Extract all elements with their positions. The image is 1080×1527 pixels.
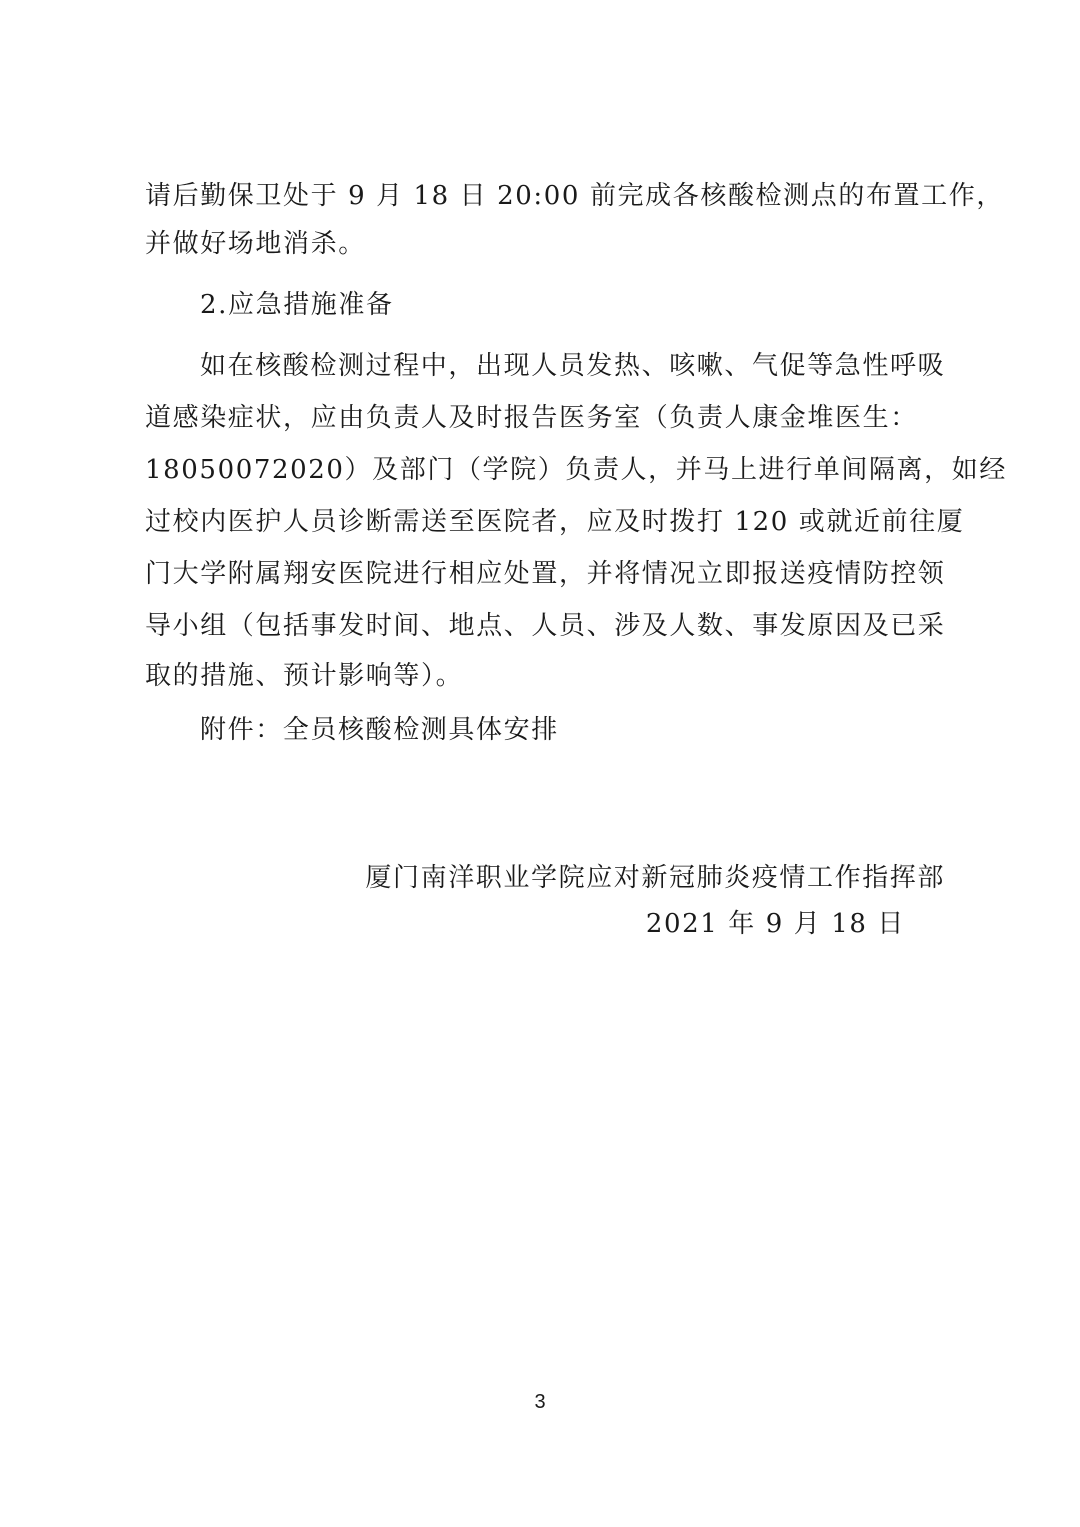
paragraph-2-line-4: 过校内医护人员诊断需送至医院者，应及时拨打 120 或就近前往厦	[145, 507, 965, 537]
attachment-note: 附件：全员核酸检测具体安排	[200, 715, 559, 745]
paragraph-2-line-5: 门大学附属翔安医院进行相应处置，并将情况立即报送疫情防控领	[145, 559, 946, 589]
section-heading: 2.应急措施准备	[200, 290, 394, 320]
paragraph-1-line-2: 并做好场地消杀。	[145, 229, 366, 259]
paragraph-2-line-1: 如在核酸检测过程中，出现人员发热、咳嗽、气促等急性呼吸	[200, 351, 946, 381]
paragraph-2-line-6: 导小组（包括事发时间、地点、人员、涉及人数、事发原因及已采	[145, 611, 946, 641]
page-number: 3	[534, 1391, 546, 1413]
paragraph-2-line-3: 18050072020）及部门（学院）负责人，并马上进行单间隔离，如经	[145, 455, 1007, 485]
signature-organization: 厦门南洋职业学院应对新冠肺炎疫情工作指挥部	[365, 863, 945, 893]
paragraph-1-line-1: 请后勤保卫处于 9 月 18 日 20:00 前完成各核酸检测点的布置工作，	[145, 181, 1004, 211]
paragraph-2-line-2: 道感染症状，应由负责人及时报告医务室（负责人康金堆医生：	[145, 403, 918, 433]
signature-date: 2021 年 9 月 18 日	[645, 909, 905, 939]
paragraph-2-line-7: 取的措施、预计影响等）。	[145, 661, 464, 691]
